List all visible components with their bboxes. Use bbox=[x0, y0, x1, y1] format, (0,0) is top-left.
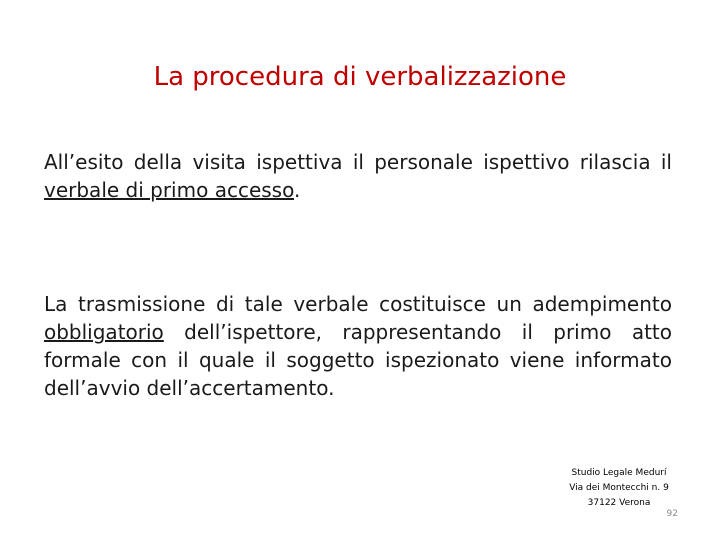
page-number: 92 bbox=[666, 509, 678, 519]
footer-address bbox=[548, 466, 690, 511]
paragraph-trasmissione-text-before: La trasmissione di tale verbale costituisce un adempimento bbox=[44, 292, 672, 316]
paragraph-verbale-text-before: All’esito della visita ispettiva il personale ispettivo rilascia il bbox=[44, 150, 672, 174]
slide-title: La procedura di verbalizzazione bbox=[153, 62, 567, 93]
footer-city: 37122 Verona bbox=[587, 498, 651, 508]
footer-studio-name: Studio Legale Medurí bbox=[571, 468, 667, 478]
obbligatorio-underlined: obbligatorio bbox=[44, 320, 164, 344]
paragraph-trasmissione-text-after: dell’ispettore, rappresentando il primo atto formale con il quale il soggetto ispezionato viene informato dell’avvio dell’accertamento. bbox=[44, 320, 672, 400]
paragraph-verbale-text-after: . bbox=[293, 178, 301, 202]
verbale-di-primo-accesso-underlined: verbale di primo accesso bbox=[44, 178, 294, 202]
paragraph-trasmissione bbox=[44, 290, 672, 402]
paragraph-verbale bbox=[44, 148, 672, 204]
footer-street: Via dei Montecchi n. 9 bbox=[569, 483, 669, 493]
